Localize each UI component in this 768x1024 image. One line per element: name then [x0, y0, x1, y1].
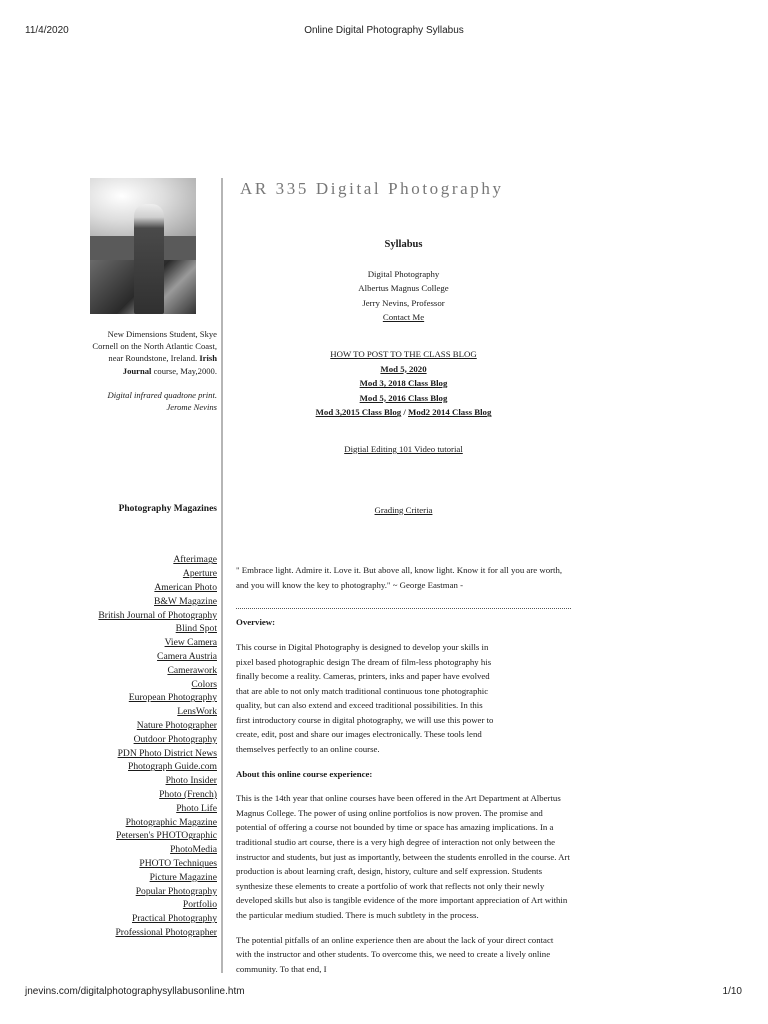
caption-text-2: course, May,2000.: [151, 365, 217, 376]
magazine-link[interactable]: Popular Photography: [135, 885, 217, 897]
magazine-link[interactable]: Petersen's PHOTOgraphic: [116, 830, 217, 842]
magazines-list: [90, 553, 217, 939]
blog-link-separator: /: [401, 407, 409, 418]
magazine-link[interactable]: B&W Magazine: [154, 595, 217, 607]
blog-mod3-2018-link[interactable]: Mod 3, 2018 Class Blog: [359, 378, 448, 389]
caption-text-1: New Dimensions Student, Skye Cornell on the North Atlantic Coast, near Roundstone, Ireland.: [92, 329, 217, 364]
magazine-link[interactable]: PDN Photo District News: [117, 747, 217, 759]
column-divider: [221, 178, 223, 973]
course-info: [236, 267, 571, 325]
print-page-title: Online Digital Photography Syllabus: [304, 25, 464, 36]
print-header: [0, 25, 768, 39]
magazine-link[interactable]: Camerawork: [167, 664, 217, 676]
magazine-link[interactable]: Picture Magazine: [149, 871, 217, 883]
print-footer: [0, 986, 768, 1000]
eastman-quote: " Embrace light. Admire it. Love it. But above all, know light. Know it for all you are worth, and you will know the key to photography." ~ George Eastman -: [236, 565, 563, 590]
magazine-link[interactable]: Colors: [191, 678, 217, 690]
magazines-heading: Photography Magazines: [118, 504, 217, 515]
overview-heading: Overview:: [236, 617, 276, 628]
photo-note: [90, 389, 217, 413]
magazine-link[interactable]: Photographic Magazine: [125, 816, 217, 828]
main-content: [236, 178, 571, 986]
magazine-link[interactable]: European Photography: [128, 692, 217, 704]
overview-text: This course in Digital Photography is designed to develop your skills in pixel based photographic design The dream of film-less photography his finally become a reality. Cameras, printers, inks and paper have evolved that are able to not only match traditional continuous tone photographic quality, but can also extend and exceed traditional possibilities. In this first introductory course in digital photography, we will use this power to create, edit, post and share our images electronically. These tools lend themselves perfectly to an online course.: [236, 641, 494, 755]
student-photo: [90, 178, 196, 314]
magazine-link[interactable]: Camera Austria: [157, 651, 217, 662]
magazine-link[interactable]: LensWork: [177, 706, 217, 718]
magazine-link[interactable]: Photo Insider: [165, 775, 217, 787]
site-title: AR 335 Digital Photography: [240, 179, 504, 198]
magazine-link[interactable]: Photograph Guide.com: [128, 761, 217, 773]
magazine-link[interactable]: PHOTO Techniques: [139, 857, 217, 869]
college-name: Albertus Magnus College: [358, 283, 449, 294]
pitfalls-text: The potential pitfalls of an online experience then are about the lack of your direct contact with the instructor and other students. To overcome this, we need to create a lively online community. To that end, I: [236, 934, 554, 974]
blog-mod5-2020-link[interactable]: Mod 5, 2020: [380, 363, 427, 374]
course-name: Digital Photography: [367, 268, 440, 279]
magazine-link[interactable]: Aperture: [182, 568, 217, 580]
photographer-credit: Jerome Nevins: [166, 402, 217, 413]
about-heading: About this online course experience:: [236, 768, 373, 779]
about-text: This is the 14th year that online courses have been offered in the Art Department at Albertus Magnus College. The power of using online portfolios is now proven. The promise and potential of offering a course not bounded by time or space has amazing implications. In a traditional studio art course, there is a very high degree of interaction not only between the instructor and students, but just as importantly, between the students enrolled in the course. Art production is about learning craft, design, history, culture and self expression. Students synthesize these elements to create a portfolio of work that reflects not only their newly developed skills but also is tangible evidence of the more important appreciation of Art within the particular medium studied. There is much subtlety in the process.: [236, 793, 570, 920]
magazine-link[interactable]: Blind Spot: [175, 623, 217, 635]
magazine-link[interactable]: Photo (French): [159, 788, 217, 800]
magazine-link[interactable]: Nature Photographer: [136, 719, 217, 731]
blog-howto-link[interactable]: HOW TO POST TO THE CLASS BLOG: [330, 348, 477, 359]
grading-criteria-link[interactable]: Grading Criteria: [374, 504, 433, 515]
section-rule: [236, 608, 571, 609]
photo-caption: [90, 328, 217, 377]
magazine-link[interactable]: Portfolio: [182, 899, 217, 911]
magazine-link[interactable]: View Camera: [164, 637, 217, 649]
video-tutorial-link[interactable]: Digtial Editing 101 Video tutorial: [344, 443, 463, 454]
magazine-link[interactable]: American Photo: [154, 582, 217, 594]
magazine-link[interactable]: PhotoMedia: [170, 844, 217, 856]
print-type-note: Digital infrared quadtone print.: [107, 389, 217, 400]
professor-name: Jerry Nevins, Professor: [362, 297, 445, 308]
blog-links: [236, 347, 571, 420]
caption-course-name: Irish Journal: [122, 353, 217, 376]
print-page-number: 1/10: [722, 986, 742, 997]
blog-mod5-2016-link[interactable]: Mod 5, 2016 Class Blog: [359, 392, 448, 403]
contact-link[interactable]: Contact Me: [382, 312, 425, 323]
magazine-link[interactable]: Practical Photography: [132, 913, 217, 925]
syllabus-heading: Syllabus: [384, 239, 423, 250]
magazine-link[interactable]: Professional Photographer: [115, 926, 217, 938]
blog-mod3-2015-link[interactable]: Mod 3,2015 Class Blog: [315, 407, 402, 418]
magazine-link[interactable]: British Journal of Photography: [98, 609, 217, 621]
print-date: 11/4/2020: [25, 25, 69, 36]
print-url: jnevins.com/digitalphotographysyllabusonline.htm: [25, 986, 245, 997]
magazine-link[interactable]: Afterimage: [173, 554, 217, 566]
blog-mod2-2014-link[interactable]: Mod2 2014 Class Blog: [408, 407, 492, 418]
magazine-link[interactable]: Photo Life: [176, 802, 217, 814]
magazine-link[interactable]: Outdoor Photography: [133, 733, 217, 745]
sidebar: [90, 178, 217, 940]
